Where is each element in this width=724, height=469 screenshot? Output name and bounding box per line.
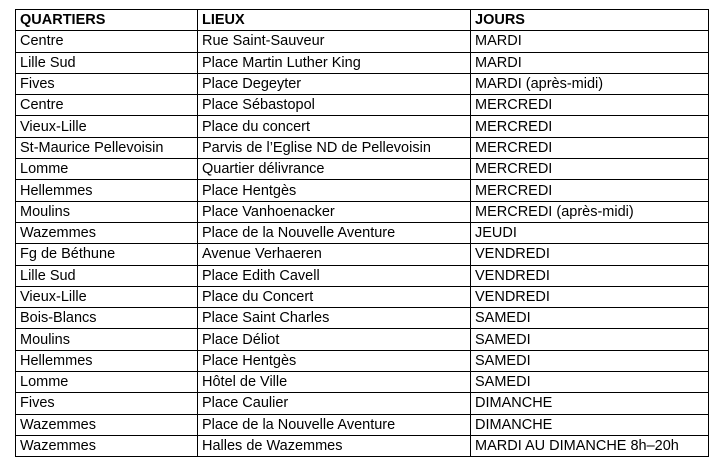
table-row [16, 414, 709, 435]
cell-quartier: Hellemmes [16, 350, 198, 371]
cell-jour: MARDI [471, 31, 709, 52]
cell-quartier: Fg de Béthune [16, 244, 198, 265]
cell-lieu: Place de la Nouvelle Aventure [198, 414, 471, 435]
cell-quartier: Fives [16, 393, 198, 414]
cell-jour: VENDREDI [471, 265, 709, 286]
cell-lieu: Halles de Wazemmes [198, 435, 471, 456]
markets-table-container [15, 9, 709, 457]
cell-jour: JEUDI [471, 222, 709, 243]
cell-jour: MERCREDI [471, 180, 709, 201]
table-row [16, 265, 709, 286]
cell-jour: DIMANCHE [471, 393, 709, 414]
cell-jour: SAMEDI [471, 329, 709, 350]
cell-jour: SAMEDI [471, 372, 709, 393]
cell-quartier: Moulins [16, 201, 198, 222]
table-row [16, 329, 709, 350]
table-row [16, 73, 709, 94]
cell-quartier: Bois-Blancs [16, 308, 198, 329]
cell-jour: MERCREDI (après-midi) [471, 201, 709, 222]
cell-quartier: Wazemmes [16, 222, 198, 243]
cell-lieu: Quartier délivrance [198, 159, 471, 180]
cell-quartier: Wazemmes [16, 435, 198, 456]
cell-lieu: Rue Saint-Sauveur [198, 31, 471, 52]
table-row [16, 372, 709, 393]
cell-quartier: Vieux-Lille [16, 286, 198, 307]
table-row [16, 201, 709, 222]
cell-quartier: Vieux-Lille [16, 116, 198, 137]
cell-jour: VENDREDI [471, 286, 709, 307]
cell-quartier: Fives [16, 73, 198, 94]
cell-lieu: Place Vanhoenacker [198, 201, 471, 222]
cell-jour: MERCREDI [471, 159, 709, 180]
table-row [16, 222, 709, 243]
table-row [16, 180, 709, 201]
header-jours: JOURS [471, 10, 709, 31]
cell-lieu: Place Edith Cavell [198, 265, 471, 286]
table-row [16, 308, 709, 329]
cell-lieu: Place Sébastopol [198, 95, 471, 116]
cell-quartier: St-Maurice Pellevoisin [16, 137, 198, 158]
cell-lieu: Place Hentgès [198, 180, 471, 201]
cell-jour: MARDI (après-midi) [471, 73, 709, 94]
cell-lieu: Place de la Nouvelle Aventure [198, 222, 471, 243]
cell-quartier: Lomme [16, 159, 198, 180]
cell-jour: DIMANCHE [471, 414, 709, 435]
cell-jour: MARDI [471, 52, 709, 73]
cell-quartier: Wazemmes [16, 414, 198, 435]
cell-jour: SAMEDI [471, 350, 709, 371]
table-row [16, 52, 709, 73]
markets-table [15, 9, 709, 457]
cell-lieu: Place du concert [198, 116, 471, 137]
cell-lieu: Hôtel de Ville [198, 372, 471, 393]
cell-quartier: Hellemmes [16, 180, 198, 201]
table-header-row [16, 10, 709, 31]
table-row [16, 244, 709, 265]
table-body [16, 31, 709, 457]
cell-lieu: Place Martin Luther King [198, 52, 471, 73]
table-row [16, 435, 709, 456]
cell-lieu: Place Degeyter [198, 73, 471, 94]
cell-quartier: Lomme [16, 372, 198, 393]
cell-jour: VENDREDI [471, 244, 709, 265]
cell-jour: SAMEDI [471, 308, 709, 329]
cell-jour: MARDI AU DIMANCHE 8h–20h [471, 435, 709, 456]
table-row [16, 159, 709, 180]
cell-quartier: Lille Sud [16, 52, 198, 73]
table-row [16, 350, 709, 371]
cell-quartier: Lille Sud [16, 265, 198, 286]
cell-lieu: Place du Concert [198, 286, 471, 307]
cell-quartier: Centre [16, 31, 198, 52]
table-row [16, 116, 709, 137]
cell-lieu: Avenue Verhaeren [198, 244, 471, 265]
cell-lieu: Parvis de l’Eglise ND de Pellevoisin [198, 137, 471, 158]
cell-quartier: Centre [16, 95, 198, 116]
table-row [16, 393, 709, 414]
table-row [16, 95, 709, 116]
cell-jour: MERCREDI [471, 116, 709, 137]
table-row [16, 31, 709, 52]
cell-lieu: Place Hentgès [198, 350, 471, 371]
table-row [16, 137, 709, 158]
table-row [16, 286, 709, 307]
header-quartiers: QUARTIERS [16, 10, 198, 31]
cell-quartier: Moulins [16, 329, 198, 350]
cell-jour: MERCREDI [471, 95, 709, 116]
cell-lieu: Place Saint Charles [198, 308, 471, 329]
cell-lieu: Place Caulier [198, 393, 471, 414]
header-lieux: LIEUX [198, 10, 471, 31]
cell-lieu: Place Déliot [198, 329, 471, 350]
cell-jour: MERCREDI [471, 137, 709, 158]
